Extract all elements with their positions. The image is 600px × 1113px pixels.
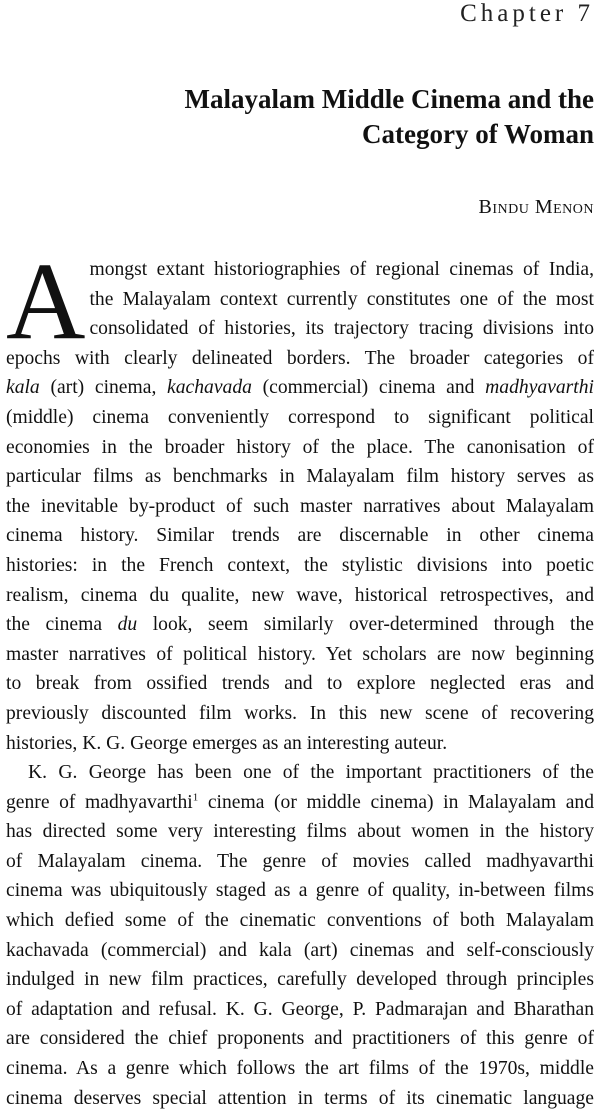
text-line: particular films as benchmarks in Malayalam film history serves as (6, 466, 594, 488)
paragraph-1 (6, 240, 594, 758)
title-line-2: Category of Woman (362, 119, 594, 149)
text-line: cinema. As a genre which follows the art films of the 1970s, middle (6, 1058, 594, 1080)
text-line: previously discounted film works. In this new scene of recovering (6, 702, 594, 724)
text-line: has directed some very interesting films about women in the history (6, 821, 594, 843)
text-line: economies in the broader history of the place. The canonisation of (6, 436, 594, 458)
text-line: cinema was ubiquitously staged as a genre of quality, in-between films (6, 880, 594, 902)
text-line: of adaptation and refusal. K. G. George, P. Padmarajan and Bharathan (6, 998, 594, 1020)
text-line: K. G. George has been one of the important practitioners of the (28, 762, 594, 784)
footnote-marker: 1 (192, 791, 199, 804)
text-line: epochs with clearly delineated borders. The broader categories of (6, 347, 594, 369)
title-line-1: Malayalam Middle Cinema and the (184, 84, 594, 114)
text-line: cinema deserves special attention in terms of its cinematic language (6, 1087, 594, 1109)
paragraph-2 (6, 758, 594, 1113)
drop-cap: A (6, 240, 86, 362)
text-line: consolidated of histories, its trajectory tracing divisions into (89, 318, 594, 340)
text-line: histories, K. G. George emerges as an interesting auteur. (6, 732, 448, 754)
text-line: realism, cinema du qualite, new wave, historical retrospectives, and (6, 584, 594, 606)
body-text (6, 240, 594, 1113)
text-line: of Malayalam cinema. The genre of movies called madhyavarthi (6, 850, 594, 872)
text-line: to break from ossified trends and to explore neglected eras and (6, 673, 594, 695)
text-line: the inevitable by-product of such master narratives about Malayalam (6, 495, 594, 517)
text-line: the cinema du look, seem similarly over-determined through the (6, 614, 594, 636)
text-line: histories: in the French context, the stylistic divisions into poetic (6, 554, 594, 576)
text-line: cinema history. Similar trends are discernable in other cinema (6, 525, 594, 547)
text-line: kala (art) cinema, kachavada (commercial) cinema and madhyavarthi (6, 377, 594, 399)
text-line: the Malayalam context currently constitutes one of the most (89, 288, 594, 310)
text-line: (middle) cinema conveniently correspond to significant political (6, 406, 594, 428)
text-line: master narratives of political history. Yet scholars are now beginning (6, 643, 594, 665)
chapter-title (74, 82, 594, 152)
text-line: mongst extant historiographies of regional cinemas of India, (89, 259, 594, 280)
text-line: kachavada (commercial) and kala (art) cinemas and self-consciously (6, 939, 594, 961)
text-line: genre of madhyavarthi$^1$ cinema (or middle cinema) in Malayalam and (6, 791, 594, 813)
text-line: are considered the chief proponents and practitioners of this genre of (6, 1028, 594, 1050)
chapter-heading: Chapter 7 (460, 0, 594, 27)
text-line: which defied some of the cinematic conventions of both Malayalam (6, 910, 594, 932)
author-name: Bindu Menon (478, 196, 594, 218)
text-line: indulged in new film practices, carefully developed through principles (6, 969, 594, 991)
